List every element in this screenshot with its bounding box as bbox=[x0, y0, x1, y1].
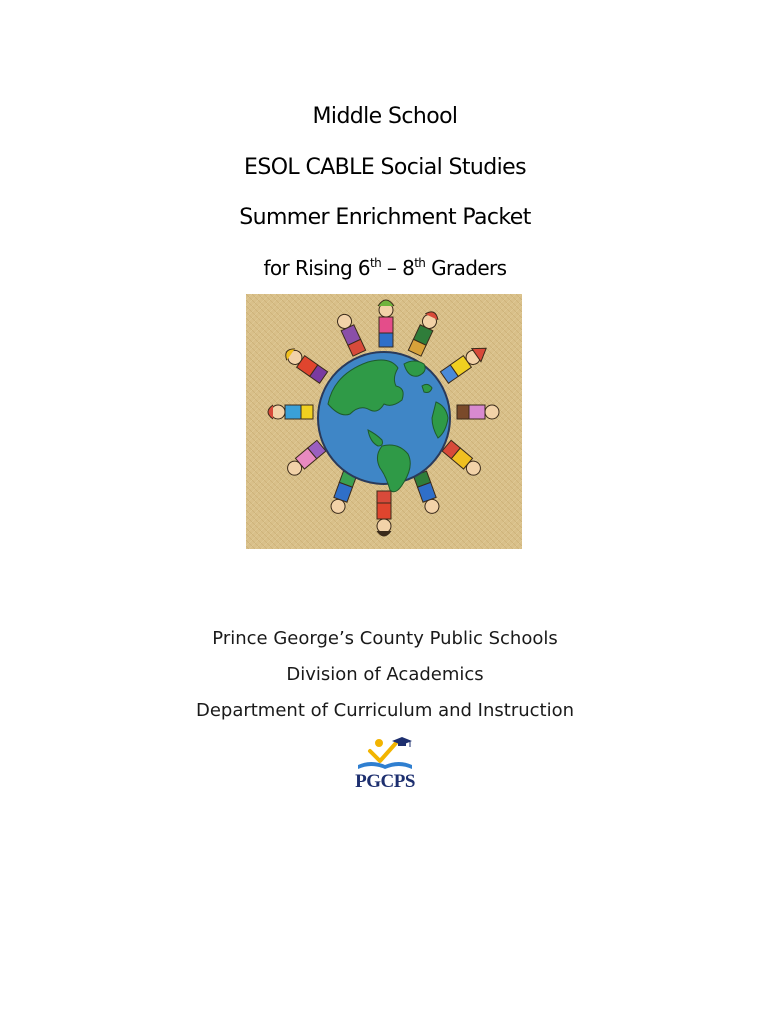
title-line-2: ESOL CABLE Social Studies bbox=[244, 155, 526, 180]
title-line-3: Summer Enrichment Packet bbox=[239, 205, 531, 230]
title-line-1: Middle School bbox=[312, 104, 458, 129]
grade-suffix: Graders bbox=[425, 256, 507, 280]
division-name: Division of Academics bbox=[286, 664, 484, 685]
department-name: Department of Curriculum and Instruction bbox=[195, 700, 575, 721]
organization-name: Prince George’s County Public Schools bbox=[212, 628, 558, 649]
grade-prefix: for Rising 6 bbox=[263, 256, 371, 280]
logo-text: PGCPS bbox=[355, 771, 415, 792]
graduation-cap-checkmark-book-icon bbox=[346, 735, 424, 775]
children-around-globe-illustration bbox=[246, 294, 522, 549]
grade-middle: – 8 bbox=[381, 256, 415, 280]
pgcps-logo bbox=[346, 735, 424, 799]
title-line-4 bbox=[0, 256, 770, 280]
grade-suffix-2: th bbox=[414, 256, 426, 270]
grade-suffix-1: th bbox=[370, 256, 382, 270]
